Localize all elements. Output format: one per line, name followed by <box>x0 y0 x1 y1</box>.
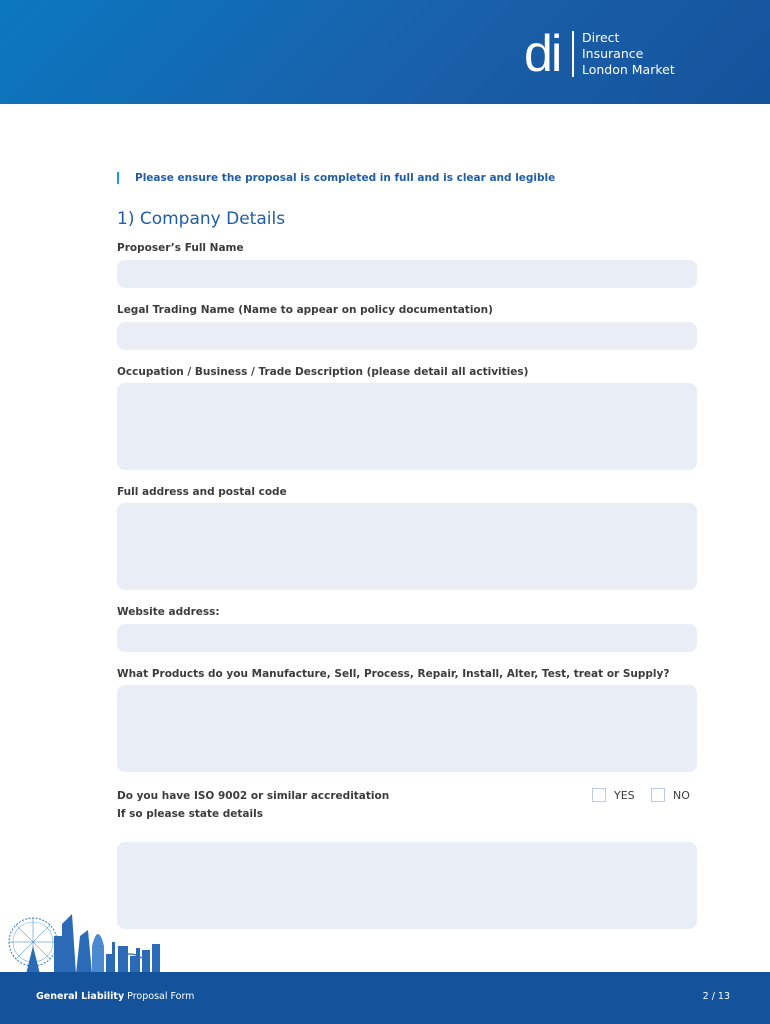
page-footer <box>0 972 770 1024</box>
address-field[interactable] <box>117 503 697 590</box>
logo-line-direct: Direct <box>581 30 620 45</box>
iso-accreditation-label: Do you have ISO 9002 or similar accreditation <box>117 790 390 802</box>
logo-line-london-market: London Market <box>581 62 675 77</box>
products-field[interactable] <box>117 685 697 772</box>
footer-form-name-bold: General Liability <box>36 991 125 1002</box>
logo-mark: di <box>524 25 561 83</box>
products-label: What Products do you Manufacture, Sell, Process, Repair, Install, Alter, Test, treat or Supply? <box>117 668 670 680</box>
iso-yes-option[interactable] <box>592 788 635 802</box>
section-title: 1) Company Details <box>117 209 286 229</box>
proposer-name-label: Proposer’s Full Name <box>117 242 244 254</box>
completion-notice <box>117 171 555 185</box>
iso-no-label: NO <box>673 788 690 802</box>
logo-line-insurance: Insurance <box>581 46 644 61</box>
notice-text: Please ensure the proposal is completed in full and is clear and legible <box>135 172 556 184</box>
occupation-field[interactable] <box>117 383 697 470</box>
iso-yes-checkbox[interactable] <box>592 788 606 802</box>
iso-details-field[interactable] <box>117 842 697 929</box>
footer-form-name <box>36 991 194 1002</box>
iso-details-label: If so please state details <box>117 808 263 820</box>
page-header <box>0 0 770 104</box>
address-label: Full address and postal code <box>117 486 287 498</box>
company-logo <box>524 25 675 83</box>
legal-trading-name-label: Legal Trading Name (Name to appear on policy documentation) <box>117 304 493 316</box>
logo-divider <box>572 31 574 77</box>
website-field[interactable] <box>117 624 697 652</box>
london-skyline-illustration <box>6 906 162 974</box>
footer-form-name-rest: Proposal Form <box>124 991 195 1002</box>
website-label: Website address: <box>117 606 220 618</box>
iso-yes-label: YES <box>614 788 635 802</box>
footer-page-number: 2 / 13 <box>702 991 730 1002</box>
proposer-name-field[interactable] <box>117 260 697 288</box>
notice-accent-bar <box>117 172 119 184</box>
legal-trading-name-field[interactable] <box>117 322 697 350</box>
iso-no-option[interactable] <box>651 788 690 802</box>
logo-text <box>582 30 675 78</box>
occupation-label: Occupation / Business / Trade Description (please detail all activities) <box>117 366 529 378</box>
iso-no-checkbox[interactable] <box>651 788 665 802</box>
